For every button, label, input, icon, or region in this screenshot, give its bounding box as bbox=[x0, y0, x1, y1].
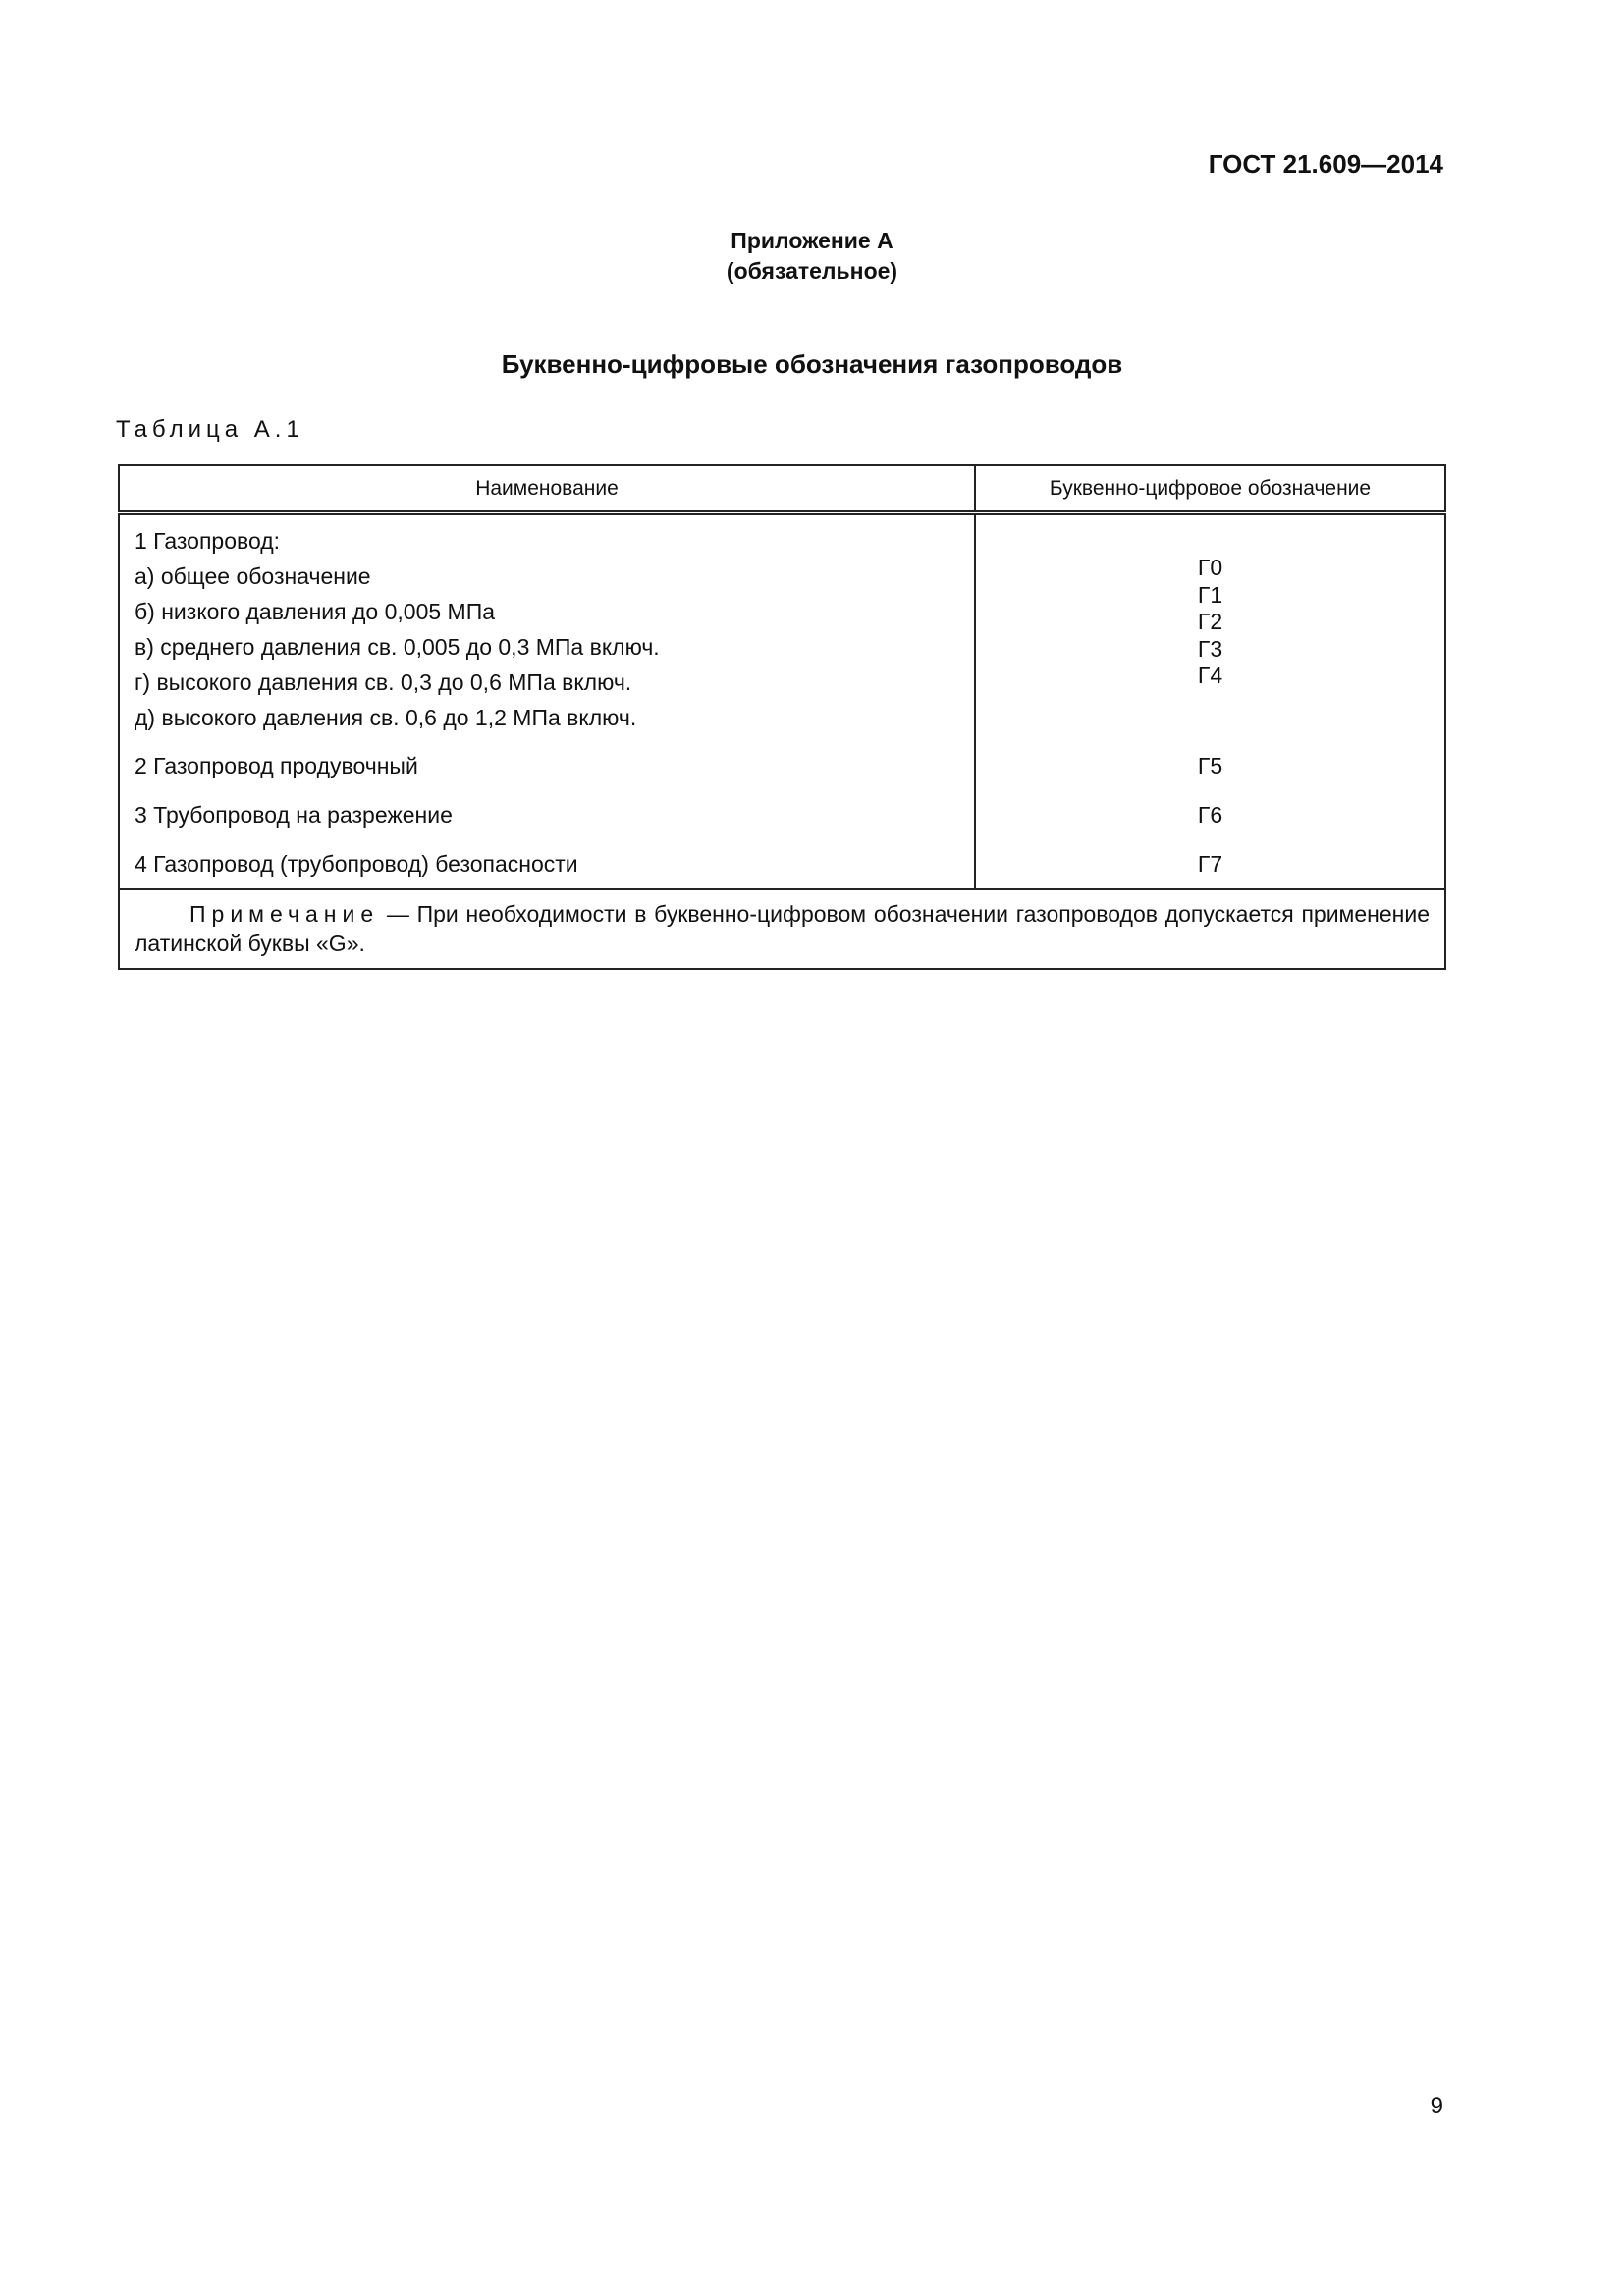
table-header-row bbox=[119, 465, 1445, 513]
group-item-label: г) высокого давления св. 0,3 до 0,6 МПа включ. bbox=[135, 669, 632, 695]
note-text: — При необходимости в буквенно-цифровом обозначении газопроводов допускается применение латинской буквы «G». bbox=[135, 901, 1430, 956]
group-item-code: Г1 bbox=[1197, 581, 1223, 608]
document-id: ГОСТ 21.609—2014 bbox=[1208, 149, 1443, 179]
group-name-cell bbox=[119, 513, 975, 736]
group-item-label: д) высокого давления св. 0,6 до 1,2 МПа включ. bbox=[135, 705, 637, 730]
page-number: 9 bbox=[1430, 2093, 1443, 2119]
group-item-code: Г2 bbox=[1197, 609, 1223, 634]
table-caption: Таблица А.1 bbox=[116, 416, 304, 443]
designations-table bbox=[118, 464, 1446, 970]
group-code-cell bbox=[975, 513, 1445, 736]
note-label: Примечание bbox=[189, 901, 380, 927]
table-row bbox=[119, 735, 1445, 790]
code-stack bbox=[976, 515, 1444, 690]
table-row-gas-pipeline bbox=[119, 513, 1445, 736]
appendix-title: Приложение А bbox=[731, 228, 893, 253]
group-item-label: в) среднего давления св. 0,005 до 0,3 МПа включ. bbox=[135, 634, 660, 660]
group-item-label: б) низкого давления до 0,005 МПа bbox=[135, 599, 496, 624]
appendix-heading bbox=[0, 226, 1624, 287]
table-row bbox=[119, 790, 1445, 839]
group-item-code: Г3 bbox=[1197, 635, 1223, 662]
column-header-name: Наименование bbox=[119, 465, 975, 513]
group-item-code: Г0 bbox=[1197, 555, 1223, 580]
group-title: 1 Газопровод: bbox=[135, 528, 281, 554]
column-header-code: Буквенно-цифровое обозначение bbox=[975, 465, 1445, 513]
row-code: Г7 bbox=[975, 839, 1445, 889]
group-item-label: а) общее обозначение bbox=[135, 563, 371, 589]
table-row bbox=[119, 839, 1445, 889]
row-label: 4 Газопровод (трубопровод) безопасности bbox=[119, 839, 975, 889]
section-title: Буквенно-цифровые обозначения газопроводов bbox=[501, 349, 1123, 379]
appendix-status: (обязательное) bbox=[726, 258, 898, 284]
table-note-row bbox=[119, 889, 1445, 969]
table-note bbox=[119, 889, 1445, 969]
row-code: Г6 bbox=[975, 790, 1445, 839]
row-label: 3 Трубопровод на разрежение bbox=[119, 790, 975, 839]
group-item-code: Г4 bbox=[1197, 663, 1223, 688]
row-code: Г5 bbox=[975, 735, 1445, 790]
row-label: 2 Газопровод продувочный bbox=[119, 735, 975, 790]
